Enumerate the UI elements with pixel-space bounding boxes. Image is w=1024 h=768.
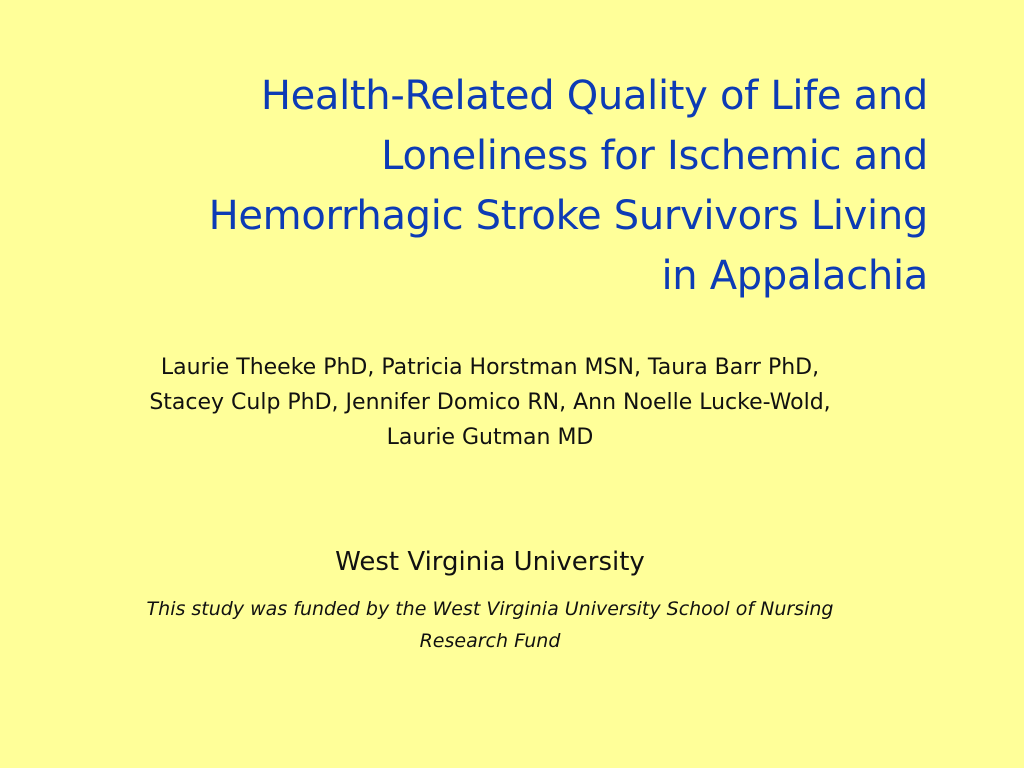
author-line: Laurie Theeke PhD, Patricia Horstman MSN, Taura Barr PhD, — [160, 355, 820, 380]
title-line: Hemorrhagic Stroke Survivors Living — [208, 193, 928, 239]
author-line: Laurie Gutman MD — [386, 425, 594, 450]
title-line: Loneliness for Ischemic and — [381, 133, 928, 179]
funding-line: Research Fund — [419, 630, 561, 652]
author-line: Stacey Culp PhD, Jennifer Domico RN, Ann Noelle Lucke-Wold, — [149, 390, 831, 415]
funding-line: This study was funded by the West Virginia University School of Nursing — [146, 598, 834, 620]
slide-title — [60, 66, 928, 306]
institution-name: West Virginia University — [335, 547, 645, 577]
funding-statement — [30, 593, 950, 657]
author-list — [30, 350, 950, 455]
title-line: in Appalachia — [661, 253, 928, 299]
title-line: Health-Related Quality of Life and — [260, 73, 928, 119]
